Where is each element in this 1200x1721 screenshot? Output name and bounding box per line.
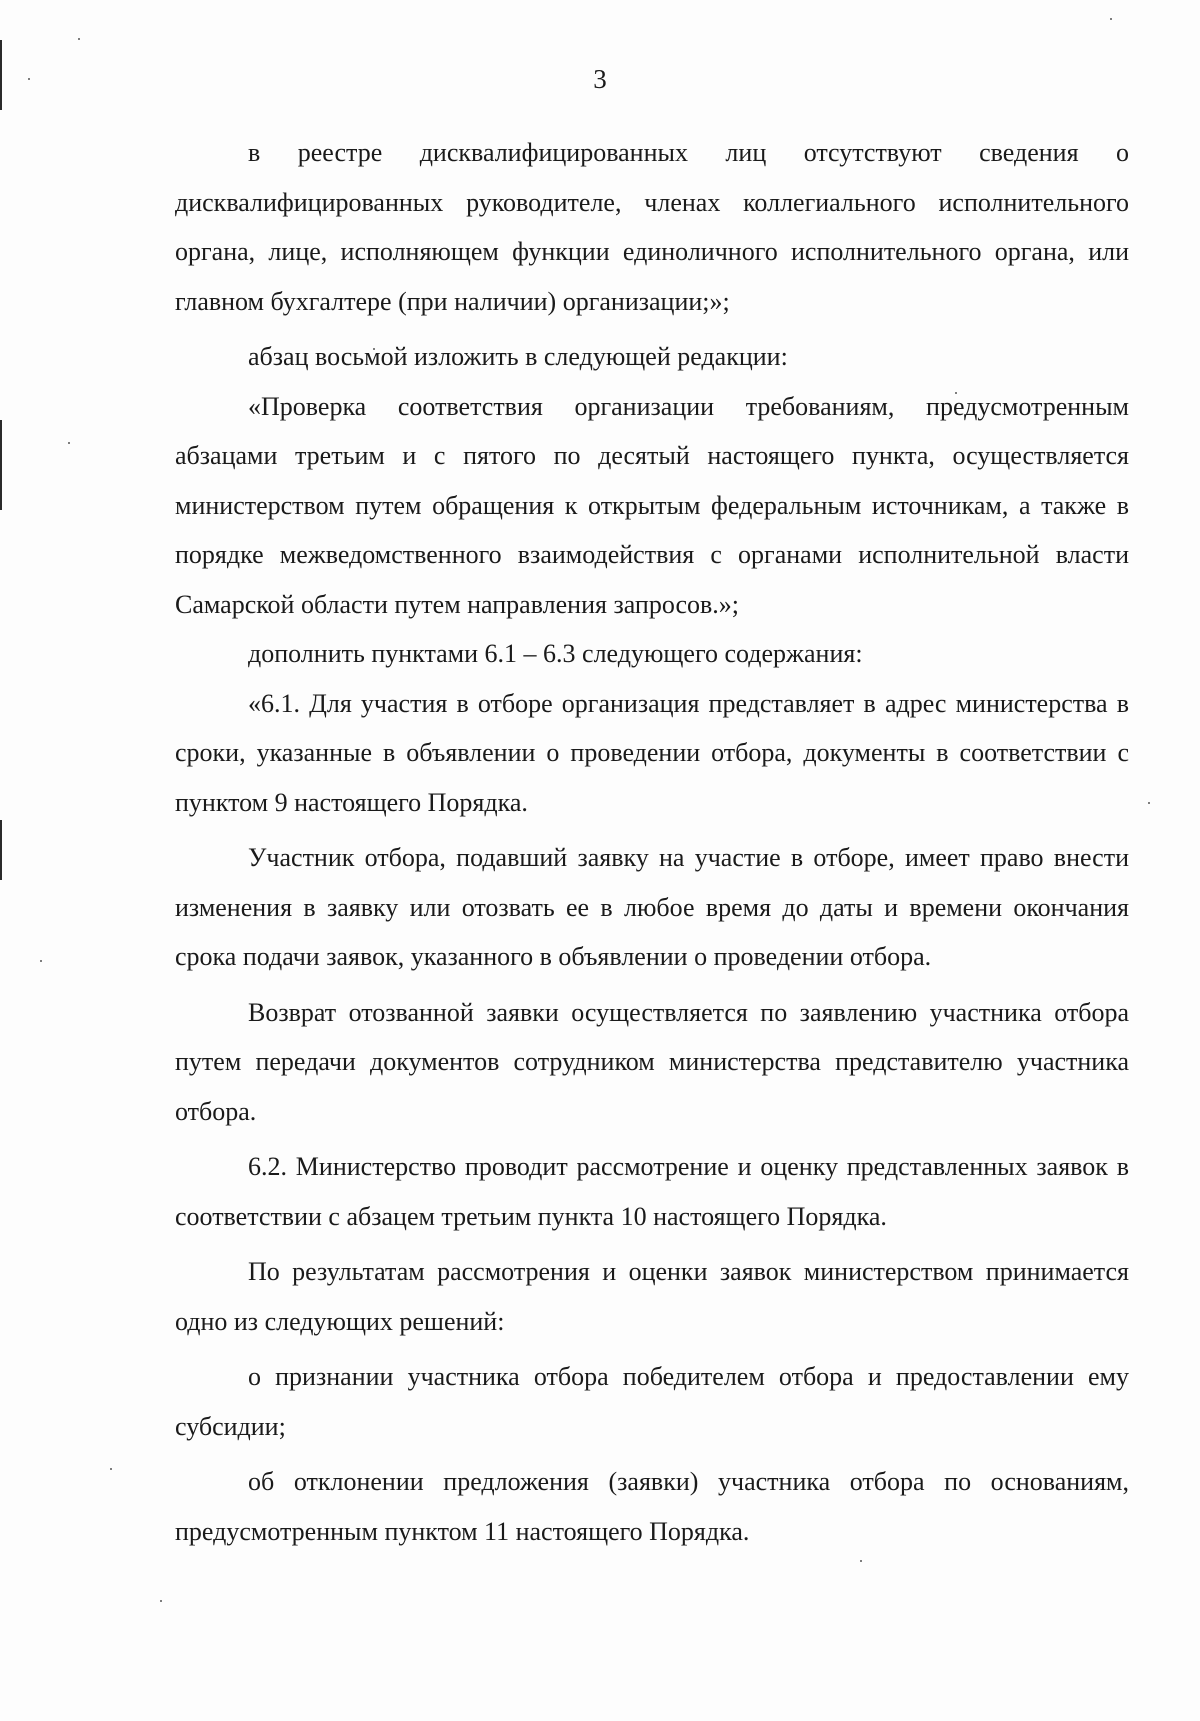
paragraph-decision-winner: о признании участника отбора победителем отбора и предоставлении ему субсидии; — [175, 1362, 1129, 1441]
scan-speck — [110, 1468, 112, 1470]
paragraph-eighth-abzac: абзац восьмой изложить в следующей редакции: — [248, 342, 788, 371]
paragraph-decision-reject: об отклонении предложения (заявки) участника отбора по основаниям, предусмотренным пунктом 11 настоящего Порядка. — [175, 1467, 1129, 1546]
paragraph-application-return: Возврат отозванной заявки осуществляется по заявлению участника отбора путем передачи документов сотрудником министерства представителю участника отбора. — [175, 997, 1129, 1126]
paragraph-point-6-2: 6.2. Министерство проводит рассмотрение и оценку представленных заявок в соответствии с абзацем третьим пункта 10 настоящего Порядка. — [175, 1152, 1129, 1231]
scan-speck — [160, 1600, 162, 1602]
scan-speck — [78, 38, 80, 40]
scan-speck — [40, 960, 42, 962]
scan-speck — [68, 442, 70, 444]
paragraph-point-6-1: «6.1. Для участия в отборе организация представляет в адрес министерства в сроки, указанные в объявлении о проведении отбора, документы в соответствии с пунктом 9 настоящего Порядка. — [175, 688, 1129, 817]
scan-edge-mark — [0, 820, 2, 880]
scan-speck — [1110, 18, 1112, 20]
paragraph-decisions-intro: По результатам рассмотрения и оценки заявок министерством принимается одно из следующих решений: — [175, 1257, 1129, 1336]
document-body — [175, 128, 1129, 1556]
paragraph-add-points: дополнить пунктами 6.1 – 6.3 следующего содержания: — [248, 639, 863, 668]
scan-speck — [860, 1560, 862, 1562]
scan-speck — [1148, 802, 1150, 804]
paragraph-application-change: Участник отбора, подавший заявку на участие в отборе, имеет право внести изменения в заявку или отозвать ее в любое время до даты и времени окончания срока подачи заявок, указанного в объявлении о проведении отбора. — [175, 843, 1129, 971]
paragraph-disqualified-persons: в реестре дисквалифицированных лиц отсутствуют сведения о дисквалифицированных руководителе, членах коллегиального исполнительного органа, лице, исполняющем функции единоличного исполнительного органа, или главном бухгалтере (при наличии) организации;»; — [175, 138, 1129, 316]
scan-edge-mark — [0, 420, 2, 510]
paragraph-verification: «Проверка соответствия организации требованиям, предусмотренным абзацами третьим и с пятого по десятый настоящего пункта, осуществляется министерством путем обращения к открытым федеральным источникам, а также в порядке межведомственного взаимодействия с органами исполнительной власти Самарской области путем направления запросов.»; — [175, 391, 1129, 619]
page-number: 3 — [593, 64, 607, 94]
